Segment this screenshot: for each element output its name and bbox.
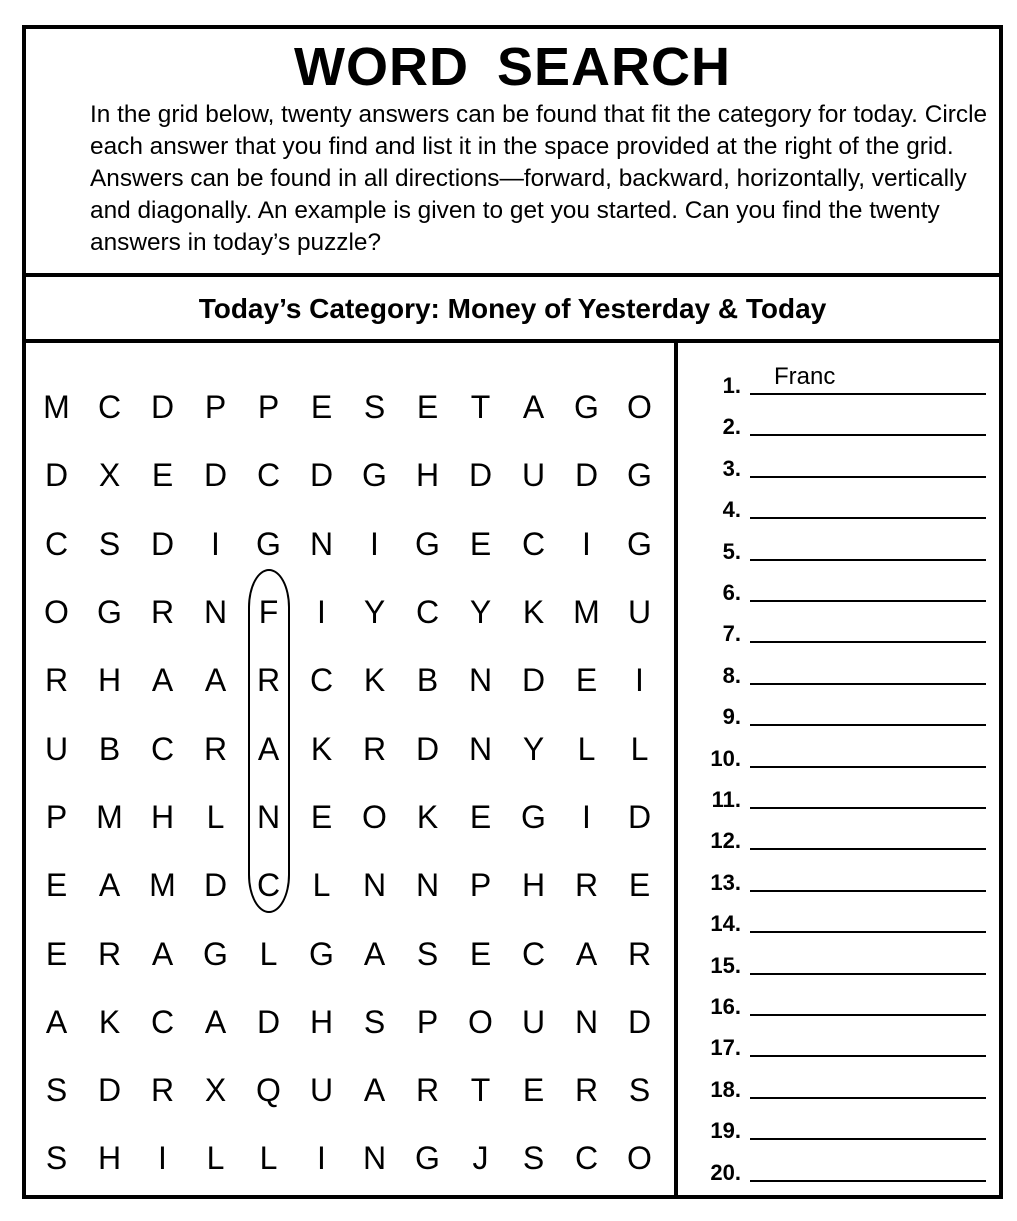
grid-cell[interactable]: D [97,1072,122,1109]
answer-blank[interactable] [750,903,986,933]
answer-number: 4. [722,497,741,523]
grid-cell[interactable]: D [468,457,493,494]
answer-blank[interactable] [750,1110,986,1140]
answer-number: 16. [710,994,741,1019]
answer-row [678,615,1003,645]
grid-cell[interactable]: N [468,662,493,699]
grid-cell[interactable]: G [521,798,546,835]
grid-cell[interactable]: K [416,798,439,835]
grid-cell[interactable]: A [257,730,280,767]
grid-cell[interactable]: C [415,594,440,631]
grid-cell[interactable]: R [627,935,652,972]
grid-cell[interactable]: C [256,867,281,904]
grid-cell[interactable]: H [521,867,546,904]
grid-cell[interactable]: C [44,525,69,562]
category-bar [26,277,999,343]
grid-cell[interactable]: B [98,730,121,767]
answer-number: 7. [722,621,741,647]
grid-cell[interactable]: E [469,935,492,972]
answer-row [678,1112,1003,1142]
grid-cell[interactable]: E [469,798,492,835]
grid-cell[interactable]: P [45,798,68,835]
grid-cell[interactable]: N [362,1140,387,1177]
grid-cell[interactable]: D [574,457,599,494]
grid-cell[interactable]: C [97,389,122,426]
answer-blank[interactable] [750,572,986,602]
grid-cell[interactable]: G [627,457,652,494]
answer-number: 20. [710,1159,741,1185]
grid-cell[interactable]: K [98,1003,121,1040]
grid-cell[interactable]: C [309,662,334,699]
answer-row [678,1029,1003,1059]
grid-cell[interactable]: P [416,1003,439,1040]
answer-number: 10. [710,745,741,771]
grid-cell[interactable]: H [97,662,122,699]
answer-blank[interactable] [750,1069,986,1099]
grid-cell[interactable]: H [97,1140,122,1177]
grid-cell[interactable]: O [362,798,387,835]
grid-cell[interactable]: A [204,1003,227,1040]
grid-cell[interactable]: G [362,457,387,494]
grid-cell[interactable]: L [259,935,278,972]
grid-cell[interactable]: D [203,867,228,904]
answer-row [678,657,1003,687]
answer-blank[interactable] [750,489,986,519]
grid-cell[interactable]: L [259,1140,278,1177]
puzzle-frame [22,25,1003,1199]
grid-cell[interactable]: S [416,935,439,972]
grid-cell[interactable]: K [310,730,333,767]
puzzle-title: WORD SEARCH [294,37,731,97]
grid-cell[interactable]: R [574,1072,599,1109]
grid-cell[interactable]: E [310,798,333,835]
answer-number: 18. [710,1076,741,1102]
grid-cell[interactable]: N [203,594,228,631]
answer-row [678,698,1003,728]
grid-cell[interactable]: I [582,798,591,835]
answer-number: 14. [710,911,741,937]
answer-row [678,947,1003,977]
answer-row [678,1154,1003,1184]
answer-number: 11. [711,787,741,812]
grid-cell[interactable]: E [151,457,174,494]
grid-cell[interactable]: S [522,1140,545,1177]
grid-cell[interactable]: A [363,1072,386,1109]
grid-cell[interactable]: A [204,662,227,699]
grid-cell[interactable]: O [627,1140,652,1177]
example-answer-circle [248,569,290,913]
grid-cell[interactable]: L [577,730,596,767]
grid-cell[interactable]: G [309,935,334,972]
grid-cell[interactable]: A [151,935,174,972]
answer-row [678,822,1003,852]
grid-cell[interactable]: S [45,1072,68,1109]
answer-blank[interactable] [750,738,986,768]
answer-text: Franc [774,363,836,390]
grid-cell[interactable]: A [575,935,598,972]
grid-cell[interactable]: R [256,662,281,699]
grid-cell[interactable]: K [522,594,545,631]
answer-row [678,781,1003,811]
answer-row [678,491,1003,521]
grid-cell[interactable]: R [362,730,387,767]
grid-cell[interactable]: D [309,457,334,494]
header-section [26,29,999,277]
grid-cell[interactable]: I [158,1140,167,1177]
answer-blank[interactable] [750,655,986,685]
grid-cell[interactable]: D [150,525,175,562]
grid-cell[interactable]: N [468,730,493,767]
answer-number: 8. [722,662,741,688]
grid-cell[interactable]: B [416,662,439,699]
grid-cell[interactable]: M [149,867,176,904]
grid-cell[interactable]: N [415,867,440,904]
grid-cell[interactable]: R [150,1072,175,1109]
grid-cell[interactable]: H [309,1003,334,1040]
grid-cell[interactable]: O [44,594,69,631]
category-label: Today’s Category: Money of Yesterday & Today [198,293,827,324]
grid-cell[interactable]: H [150,798,175,835]
answer-number: 15. [710,952,741,978]
grid-cell[interactable]: D [44,457,69,494]
grid-cell[interactable]: U [627,594,652,631]
grid-cell[interactable]: J [472,1140,489,1177]
answer-blank[interactable] [750,531,986,561]
grid-cell[interactable]: A [363,935,386,972]
grid-cell[interactable]: L [206,798,225,835]
grid-cell[interactable]: G [415,525,440,562]
grid-cell[interactable]: T [470,389,491,426]
answer-number: 3. [722,455,741,481]
grid-cell[interactable]: R [150,594,175,631]
grid-cell[interactable]: X [204,1072,227,1109]
grid-cell[interactable]: C [521,935,546,972]
letter-grid [30,373,666,1193]
grid-cell[interactable]: S [628,1072,651,1109]
answer-number: 12. [710,828,741,854]
answer-number: 1. [722,373,741,398]
grid-cell[interactable]: I [317,594,326,631]
grid-cell[interactable]: G [203,935,228,972]
grid-cell[interactable]: S [363,389,386,426]
grid-cell[interactable]: A [522,389,545,426]
answer-row [678,574,1003,604]
grid-cell[interactable]: D [415,730,440,767]
answer-row [678,988,1003,1018]
answer-row [678,408,1003,438]
grid-cell[interactable]: N [574,1003,599,1040]
grid-cell[interactable]: M [573,594,600,631]
answer-blank[interactable] [750,820,986,850]
grid-cell[interactable]: C [574,1140,599,1177]
answer-blank[interactable] [750,613,986,643]
grid-cell[interactable]: D [627,1003,652,1040]
grid-cell[interactable]: X [98,457,121,494]
grid-cell[interactable]: D [203,457,228,494]
grid-cell[interactable]: N [309,525,334,562]
grid-cell[interactable]: U [521,457,546,494]
grid-cell[interactable]: E [628,867,651,904]
grid-cell[interactable]: G [574,389,599,426]
answer-row [678,363,1003,398]
grid-cell[interactable]: I [635,662,644,699]
grid-cell[interactable]: T [470,1072,491,1109]
answer-row [678,905,1003,935]
grid-cell[interactable]: E [310,389,333,426]
grid-cell[interactable]: O [627,389,652,426]
grid-cell[interactable]: L [206,1140,225,1177]
grid-cell[interactable]: R [574,867,599,904]
grid-cell[interactable]: C [150,1003,175,1040]
grid-cell[interactable]: I [370,525,379,562]
grid-cell[interactable]: E [522,1072,545,1109]
grid-cell[interactable]: K [363,662,386,699]
answer-blank[interactable] [750,448,986,478]
grid-cell[interactable]: U [521,1003,546,1040]
grid-cell[interactable]: N [256,798,281,835]
grid-cell[interactable]: P [204,389,227,426]
grid-cell[interactable]: R [44,662,69,699]
answer-blank[interactable] [750,862,986,892]
grid-cell[interactable]: E [469,525,492,562]
grid-cell[interactable]: P [257,389,280,426]
grid-cell[interactable]: R [203,730,228,767]
grid-cell[interactable]: D [521,662,546,699]
grid-cell[interactable]: G [97,594,122,631]
grid-cell[interactable]: D [150,389,175,426]
grid-cell[interactable]: U [44,730,69,767]
grid-cell[interactable]: G [256,525,281,562]
answer-number: 6. [722,580,741,605]
grid-cell[interactable]: A [151,662,174,699]
answer-row [678,740,1003,770]
answer-number: 19. [710,1118,741,1144]
answer-number: 9. [722,704,741,730]
grid-cell[interactable]: L [312,867,331,904]
grid-cell[interactable]: C [256,457,281,494]
grid-cell[interactable]: M [96,798,123,835]
answer-row [678,864,1003,894]
letter-grid-area [26,343,678,1195]
answer-number: 5. [722,538,741,564]
grid-cell[interactable]: A [98,867,121,904]
answer-blank[interactable] [750,945,986,975]
grid-cell[interactable]: C [150,730,175,767]
instructions-text: In the grid below, twenty answers can be found that fit the category for today. Circle each answer that you find and list it in the space provided at the right of the grid. Answers can be found in all directions—forward, backward, horizontally, vertically and diagonally. An example is given to get you started. Can you find the twenty answers in today’s puzzle? [90,101,988,256]
grid-cell[interactable]: G [415,1140,440,1177]
grid-cell[interactable]: E [45,867,68,904]
grid-cell[interactable]: Y [469,594,492,631]
grid-cell[interactable]: E [575,662,598,699]
answer-row [678,533,1003,563]
grid-cell[interactable]: S [363,1003,386,1040]
grid-cell[interactable]: D [627,798,652,835]
grid-cell[interactable]: G [627,525,652,562]
grid-cell[interactable]: I [582,525,591,562]
answer-blank[interactable] [750,406,986,436]
answer-row [678,1071,1003,1101]
answer-number: 13. [710,869,741,895]
answer-blank[interactable] [750,779,986,809]
answer-row [678,450,1003,480]
grid-cell[interactable]: R [415,1072,440,1109]
grid-cell[interactable]: U [309,1072,334,1109]
grid-cell[interactable]: Y [522,730,545,767]
answer-blank[interactable] [750,696,986,726]
grid-cell[interactable]: F [258,594,279,631]
grid-cell[interactable]: I [317,1140,326,1177]
answer-number: 2. [722,414,741,440]
answer-blank[interactable] [750,365,986,395]
grid-cell[interactable]: S [98,525,121,562]
grid-cell[interactable]: N [362,867,387,904]
grid-cell[interactable]: S [45,1140,68,1177]
grid-cell[interactable]: L [630,730,649,767]
grid-cell[interactable]: E [45,935,68,972]
grid-cell[interactable]: H [415,457,440,494]
grid-cell[interactable]: C [521,525,546,562]
grid-cell[interactable]: M [43,389,70,426]
grid-cell[interactable]: A [45,1003,68,1040]
answer-blank[interactable] [750,1027,986,1057]
answer-number: 17. [710,1035,741,1061]
grid-cell[interactable]: R [97,935,122,972]
grid-cell[interactable]: D [256,1003,281,1040]
grid-cell[interactable]: O [468,1003,493,1040]
answer-blank[interactable] [750,986,986,1016]
answer-list [678,343,1003,1195]
grid-cell[interactable]: Q [256,1072,281,1109]
answer-blank[interactable] [750,1152,986,1182]
grid-cell[interactable]: P [469,867,492,904]
grid-cell[interactable]: E [416,389,439,426]
grid-cell[interactable]: I [211,525,220,562]
grid-cell[interactable]: Y [363,594,386,631]
